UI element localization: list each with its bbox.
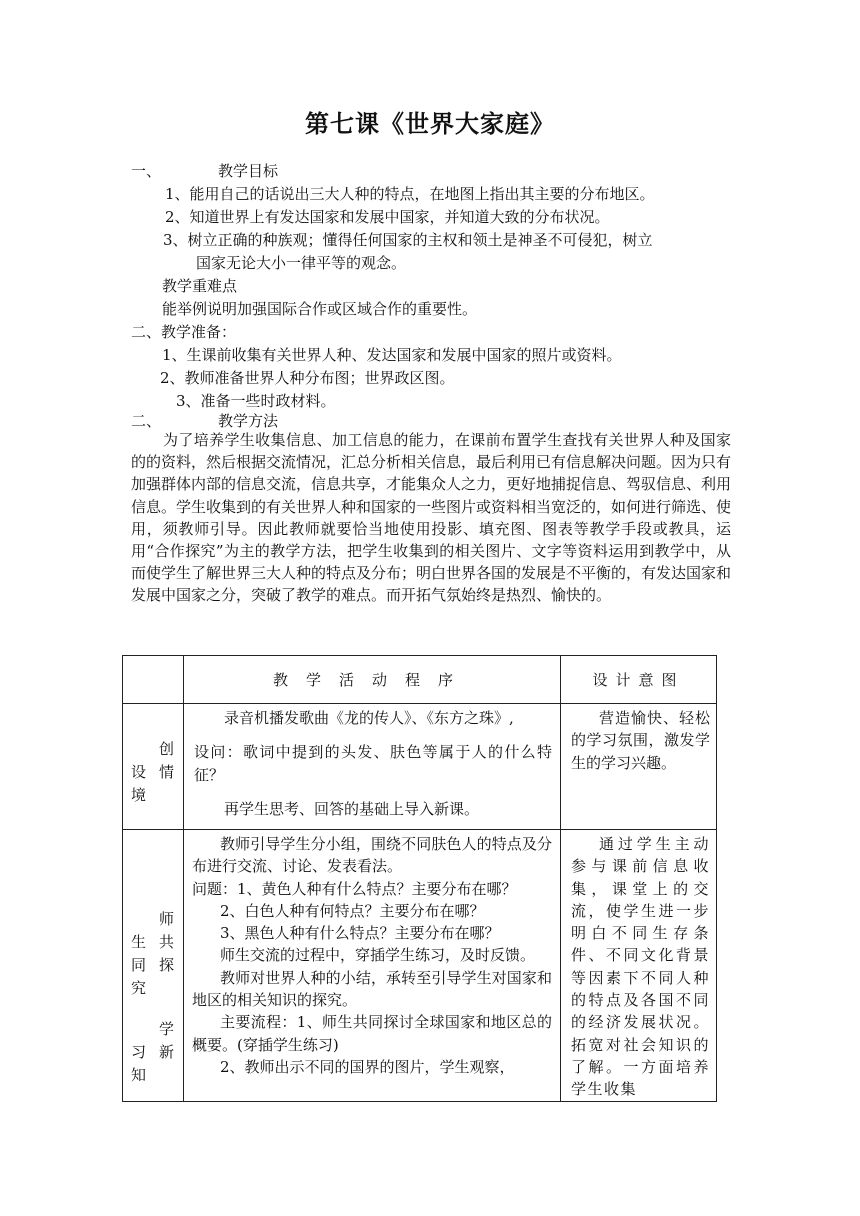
program-text: 设问：歌词中提到的头发、肤色等属于人的什么特征？ <box>194 743 552 784</box>
program-text: 教师引导学生分小组，围绕不同肤色人的特点及分布进行交流、讨论、发表看法。 <box>192 835 552 876</box>
stage-char: 究 <box>131 979 147 997</box>
stage-cell <box>123 704 184 830</box>
section3-heading: 教学方法 <box>218 412 279 430</box>
method-paragraph: 为了培养学生收集信息、加工信息的能力，在课前布置学生查找有关世界人种及国家的的资料，然后根据交流情况，汇总分析相关信息，最后利用已有信息解决问题。因为只有加强群体内部的信息交流，信息共享，才能集众人之力，更好地捕捉信息、驾驭信息、利用信息。学生收集到的有关世界人种和国家的一些图片或资料相当宽泛的，如何进行筛选、使用，须教师引导。因此教师就要恰当地使用投影、填充图、图表等教学手段或教具，运用“合作探究”为主的教学方法，把学生收集到的相关图片、文字等资料运用到教学中，从而使学生了解世界三大人种的特点及分布；明白世界各国的发展是不平衡的，有发达国家和发展中国家之分，突破了教学的难点。而开拓气氛始终是热烈、愉快的。 <box>131 431 732 605</box>
program-text: 教师对世界人种的小结，承转至引导学生对国家和地区的相关知识的探究。 <box>192 968 552 1010</box>
section1-heading: 教学目标 <box>218 162 279 180</box>
program-header: 教学活动程序 <box>184 656 561 704</box>
intent-cell <box>561 830 717 1102</box>
stage-char: 探 <box>159 956 175 974</box>
section1-number: 一、 <box>131 162 162 180</box>
stage-char: 生 <box>131 933 147 951</box>
stage-char: 设 <box>131 763 147 781</box>
program-text: 3、黑色人种有什么特点？主要分布在哪？ <box>220 924 500 943</box>
program-text: 2、教师出示不同的国界的图片，学生观察， <box>220 1057 515 1076</box>
program-cell <box>184 704 561 830</box>
program-text: 主要流程：1、师生共同探讨全球国家和地区总的概要。(穿插学生练习) <box>192 1013 552 1054</box>
stage-char: 共 <box>159 933 175 951</box>
program-text: 师生交流的过程中，穿插学生练习，及时反馈。 <box>220 946 536 965</box>
stage-char: 创 <box>159 740 175 758</box>
stage-char: 习 <box>131 1043 147 1061</box>
objective-item-continuation: 国家无论大小一律平等的观念。 <box>196 254 407 272</box>
preparation-item: 1、生课前收集有关世界人种、发达国家和发展中国家的照片或资料。 <box>162 346 622 364</box>
section3-number: 二、 <box>131 412 162 430</box>
stage-char: 知 <box>131 1066 147 1084</box>
key-points-text: 能举例说明加强国际合作或区域合作的重要性。 <box>162 300 478 318</box>
program-text: 再学生思考、回答的基础上导入新课。 <box>224 799 480 818</box>
intent-text: 通过学生主动参与课前信息收集，课堂上的交流，使学生进一步明白不同生存条件、不同文化背景等因素下不同人种的特点及各国不同的经济发展状况。拓宽对社会知识的了解。一方面培养学生收集 <box>571 835 710 1099</box>
program-text: 录音机播发歌曲《龙的传人》、《东方之珠》, <box>224 709 514 727</box>
program-cell <box>184 830 561 1102</box>
intent-header: 设计意图 <box>561 656 717 704</box>
program-text: 2、白色人种有何特点？主要分布在哪？ <box>220 901 485 920</box>
stage-char: 学 <box>159 1020 175 1038</box>
teaching-program-table <box>122 655 717 1102</box>
objective-item: 1、能用自己的话说出三大人种的特点，在地图上指出其主要的分布地区。 <box>165 185 655 203</box>
stage-char: 新 <box>159 1043 175 1061</box>
section2-heading: 二、教学准备： <box>131 323 237 341</box>
preparation-item: 2、教师准备世界人种分布图；世界政区图。 <box>160 369 455 387</box>
stage-cell <box>123 830 184 1102</box>
key-points-heading: 教学重难点 <box>162 277 238 295</box>
table-row <box>123 830 717 1102</box>
stage-char: 境 <box>131 786 147 804</box>
preparation-item: 3、准备一些时政材料。 <box>176 392 336 410</box>
objective-item: 3、树立正确的种族观；懂得任何国家的主权和领土是神圣不可侵犯，树立 <box>163 231 653 249</box>
stage-header-cell <box>123 656 184 704</box>
stage-char: 同 <box>131 956 147 974</box>
program-text: 问题：1、黄色人种有什么特点？主要分布在哪？ <box>192 879 517 898</box>
lesson-title: 第七课《世界大家庭》 <box>305 109 555 138</box>
table-row <box>123 704 717 830</box>
intent-text: 营造愉快、轻松的学习氛围，激发学生的学习兴趣。 <box>571 709 710 772</box>
stage-char: 师 <box>159 910 175 928</box>
stage-char: 情 <box>159 763 175 781</box>
table-header-row <box>123 656 717 704</box>
objective-item: 2、知道世界上有发达国家和发展中国家，并知道大致的分布状况。 <box>165 208 610 226</box>
intent-cell <box>561 704 717 830</box>
